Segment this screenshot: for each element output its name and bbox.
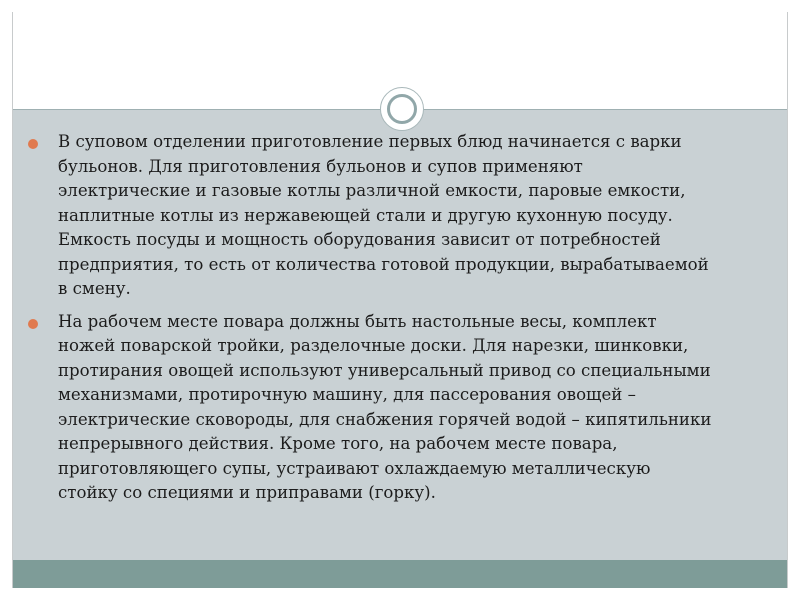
- ring-ornament-icon: [380, 87, 424, 131]
- list-item: [44, 130, 764, 302]
- list-item: [44, 310, 764, 506]
- bullet-text: В суповом отделении приготовление первых блюд начинается с варки бульонов. Для приготовления бульонов и супов применяют электрические и газовые котлы различной емкости, паровые емкости, наплитные котлы из нержавеющей стали и другую кухонную посуду. Емкость посуды и мощность оборудования зависит от потребностей предприятия, то есть от количества готовой продукции, вырабатываемой в смену.: [58, 132, 709, 298]
- footer-band: [13, 560, 787, 588]
- ring-inner-circle: [387, 94, 417, 124]
- bullet-text: На рабочем месте повара должны быть настольные весы, комплект ножей поварской тройки, разделочные доски. Для нарезки, шинковки, протирания овощей используют универсальный привод со специальными механизмами, протирочную машину, для пассерования овощей – электрические сковороды, для снабжения горячей водой – кипятильники непрерывного действия. Кроме того, на рабочем месте повара, приготовляющего супы, устраивают охлаждаемую металлическую стойку со специями и приправами (горку).: [58, 311, 712, 502]
- bullet-dot-icon: [28, 319, 38, 329]
- bullet-list: [44, 130, 764, 514]
- bullet-dot-icon: [28, 139, 38, 149]
